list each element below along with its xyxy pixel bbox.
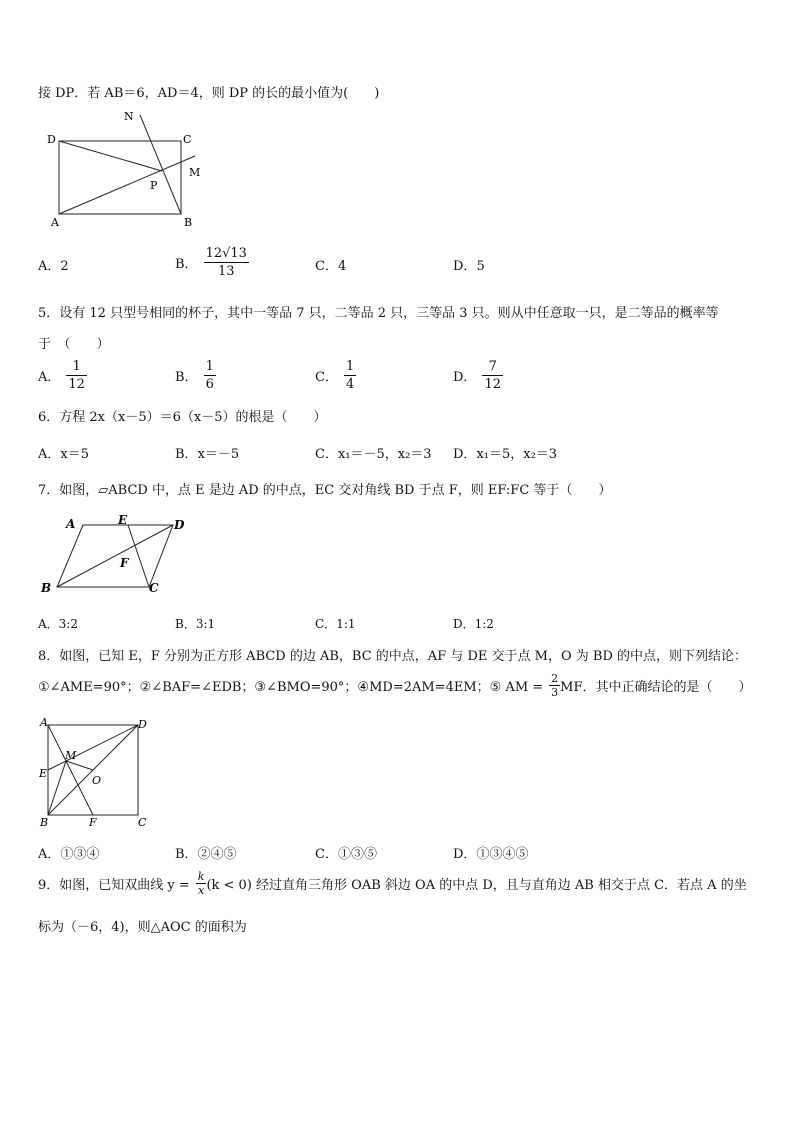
rectangle-abcd [59,141,181,214]
q5-option-b[interactable]: B． $\frac{1}{6}$ [175,359,214,392]
label-c: C [183,133,192,146]
label-a: A [51,216,59,229]
q8-option-c[interactable]: C．①③⑤ [315,847,377,862]
label-c: C [149,581,159,595]
line-ap-m [59,156,195,214]
label-b: B [41,581,52,595]
label-o: O [92,774,102,787]
label-n: N [124,110,134,123]
q4-option-a[interactable]: A．2 [38,259,69,274]
q8-option-d[interactable]: D．①③④⑤ [453,847,529,862]
q5-option-c[interactable]: C． $\frac{1}{4}$ [315,359,355,392]
label-d: D [174,518,185,532]
label-p: P [150,179,158,192]
q7-option-c[interactable]: C．1:1 [315,617,356,631]
q6-option-d[interactable]: D．x₁＝5，x₂＝3 [453,447,558,462]
q5-stem-line2: 于 （ ） [38,337,110,352]
segment-ec [128,525,149,587]
q6-stem: 6．方程 2x（x－5）＝6（x－5）的根是（ ） [38,410,327,425]
segment-de [48,725,138,770]
label-c: C [138,816,147,829]
q4-option-b[interactable]: B． $\frac{12√13}{13}$ [175,246,247,279]
diagonal-bd [57,525,173,587]
q5-option-d[interactable]: D． $\frac{7}{12}$ [453,359,501,392]
q6-option-a[interactable]: A．x＝5 [38,447,89,462]
q7-option-a[interactable]: A．3:2 [38,617,78,631]
label-e: E [39,767,48,780]
label-a: A [66,517,76,531]
label-m: M [65,749,77,762]
q8-option-b[interactable]: B．②④⑤ [175,847,237,862]
label-e: E [118,513,128,527]
q8-option-a[interactable]: A．①③④ [38,847,100,862]
q5-stem-line1: 5．设有 12 只型号相同的杯子，其中一等品 7 只，二等品 2 只，三等品 3 只。则从中任意取一只，是二等品的概率等 [38,306,719,321]
label-m: M [189,166,201,179]
label-d: D [138,718,147,731]
q9-stem-line1: 9．如图，已知双曲线 y = $\frac{k}{x}$ (k < 0) 经过直角三角形 OAB 斜边 OA 的中点 D，且与直角边 AB 相交于点 C．若点 A 的坐 [38,870,747,897]
q4-stem: 接 DP．若 AB＝6，AD＝4，则 DP 的长的最小值为( ) [38,86,380,101]
line-dc-to-p [59,141,162,171]
label-a: A [40,716,48,729]
q4-option-d[interactable]: D．5 [453,259,485,274]
q5-option-a[interactable]: A． $\frac{1}{12}$ [38,359,85,392]
q6-option-c[interactable]: C．x₁＝－5，x₂＝3 [315,447,432,462]
q4-option-c[interactable]: C．4 [315,259,347,274]
label-b: B [184,216,193,229]
q8-stem-line1: 8．如图，已知 E，F 分别为正方形 ABCD 的边 AB，BC 的中点，AF 与 DE 交于点 M，O 为 BD 的中点，则下列结论： [38,649,748,664]
segment-af [48,725,93,815]
q6-option-b[interactable]: B．x＝－5 [175,447,240,462]
q8-figure [36,715,156,833]
q9-stem-line2: 标为（－6，4)，则△AOC 的面积为 [38,920,247,935]
q4-figure [40,105,220,233]
q7-option-d[interactable]: D．1:2 [453,617,494,631]
label-f: F [120,556,129,570]
q7-figure [36,510,196,600]
q7-option-b[interactable]: B．3:1 [175,617,216,631]
label-f: F [89,816,97,829]
q7-stem: 7．如图，▱ABCD 中，点 E 是边 AD 的中点，EC 交对角线 BD 于点 F，则 EF:FC 等于（ ） [38,483,612,498]
q8-stem-line2: ①∠AME=90°；②∠BAF=∠EDB；③∠BMO=90°；④MD=2AM=4EM；⑤ AM = $\frac{2}{3}$ MF．其中正确结论的是（ ） [38,672,752,699]
label-b: B [40,816,49,829]
label-d: D [47,133,56,146]
